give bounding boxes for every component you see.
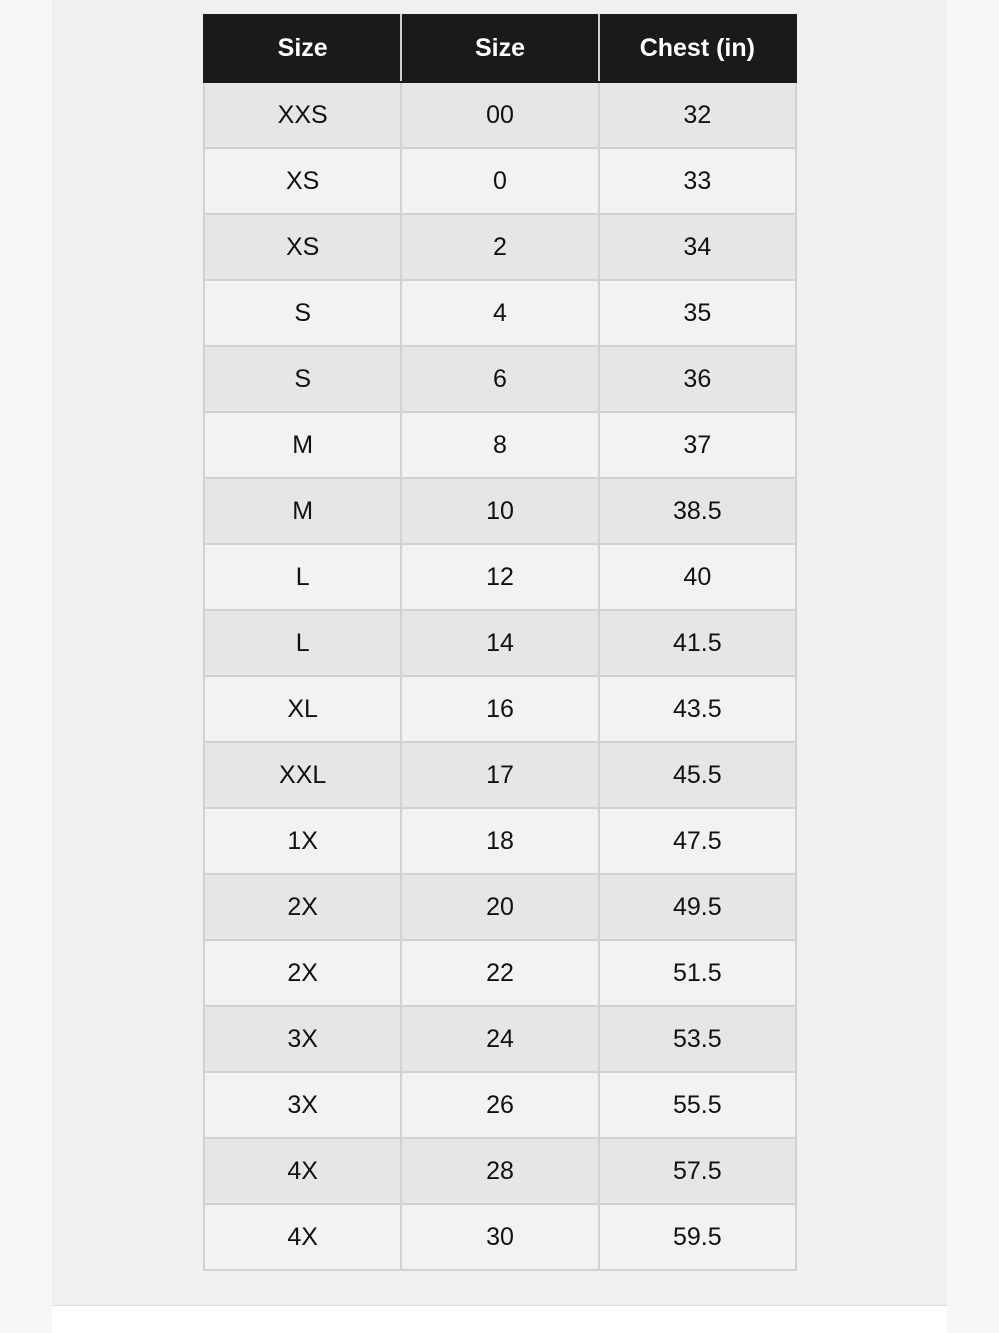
cell-size-letter: L — [204, 544, 401, 610]
table-row — [204, 676, 796, 742]
cell-size-letter: 1X — [204, 808, 401, 874]
cell-size-number: 6 — [401, 346, 598, 412]
cell-size-letter: XL — [204, 676, 401, 742]
cell-chest: 59.5 — [599, 1204, 796, 1270]
table-row — [204, 1006, 796, 1072]
cell-size-letter: M — [204, 478, 401, 544]
table-row — [204, 874, 796, 940]
cell-chest: 38.5 — [599, 478, 796, 544]
table-row — [204, 940, 796, 1006]
cell-size-letter: S — [204, 346, 401, 412]
table-row — [204, 742, 796, 808]
size-chart-table — [203, 14, 797, 1271]
header-cell-size-letter: Size — [204, 15, 401, 82]
cell-size-letter: 2X — [204, 940, 401, 1006]
cell-size-number: 28 — [401, 1138, 598, 1204]
cell-chest: 49.5 — [599, 874, 796, 940]
cell-size-letter: S — [204, 280, 401, 346]
table-row — [204, 1204, 796, 1270]
table-row — [204, 214, 796, 280]
cell-size-number: 8 — [401, 412, 598, 478]
right-margin — [947, 0, 999, 1333]
cell-size-letter: M — [204, 412, 401, 478]
bottom-bar — [52, 1305, 947, 1333]
cell-size-letter: 3X — [204, 1072, 401, 1138]
cell-chest: 35 — [599, 280, 796, 346]
table-row — [204, 280, 796, 346]
cell-size-number: 18 — [401, 808, 598, 874]
table-row — [204, 148, 796, 214]
table-row — [204, 412, 796, 478]
cell-size-number: 4 — [401, 280, 598, 346]
table-row — [204, 478, 796, 544]
table-row — [204, 1138, 796, 1204]
cell-chest: 37 — [599, 412, 796, 478]
cell-size-letter: L — [204, 610, 401, 676]
cell-size-number: 0 — [401, 148, 598, 214]
cell-size-letter: 3X — [204, 1006, 401, 1072]
table-row — [204, 808, 796, 874]
cell-size-letter: XXS — [204, 82, 401, 148]
cell-size-number: 12 — [401, 544, 598, 610]
cell-chest: 41.5 — [599, 610, 796, 676]
cell-size-number: 00 — [401, 82, 598, 148]
header-cell-chest: Chest (in) — [599, 15, 796, 82]
cell-size-number: 2 — [401, 214, 598, 280]
table-row — [204, 544, 796, 610]
header-cell-size-number: Size — [401, 15, 598, 82]
cell-size-letter: 4X — [204, 1204, 401, 1270]
cell-chest: 34 — [599, 214, 796, 280]
cell-chest: 33 — [599, 148, 796, 214]
cell-size-number: 22 — [401, 940, 598, 1006]
cell-chest: 55.5 — [599, 1072, 796, 1138]
cell-size-number: 26 — [401, 1072, 598, 1138]
table-row — [204, 610, 796, 676]
cell-chest: 51.5 — [599, 940, 796, 1006]
cell-chest: 57.5 — [599, 1138, 796, 1204]
table-body — [204, 82, 796, 1270]
cell-size-letter: XS — [204, 214, 401, 280]
cell-chest: 43.5 — [599, 676, 796, 742]
table-row — [204, 346, 796, 412]
cell-size-number: 10 — [401, 478, 598, 544]
cell-size-number: 16 — [401, 676, 598, 742]
left-margin — [0, 0, 52, 1333]
cell-size-number: 14 — [401, 610, 598, 676]
cell-size-number: 24 — [401, 1006, 598, 1072]
cell-size-letter: 2X — [204, 874, 401, 940]
table-row — [204, 1072, 796, 1138]
cell-size-letter: 4X — [204, 1138, 401, 1204]
header-row — [204, 15, 796, 82]
cell-chest: 36 — [599, 346, 796, 412]
cell-chest: 53.5 — [599, 1006, 796, 1072]
cell-chest: 40 — [599, 544, 796, 610]
cell-size-number: 17 — [401, 742, 598, 808]
table-header — [204, 15, 796, 82]
cell-chest: 45.5 — [599, 742, 796, 808]
cell-size-letter: XS — [204, 148, 401, 214]
cell-chest: 47.5 — [599, 808, 796, 874]
cell-size-letter: XXL — [204, 742, 401, 808]
cell-size-number: 20 — [401, 874, 598, 940]
table-row — [204, 82, 796, 148]
cell-chest: 32 — [599, 82, 796, 148]
cell-size-number: 30 — [401, 1204, 598, 1270]
